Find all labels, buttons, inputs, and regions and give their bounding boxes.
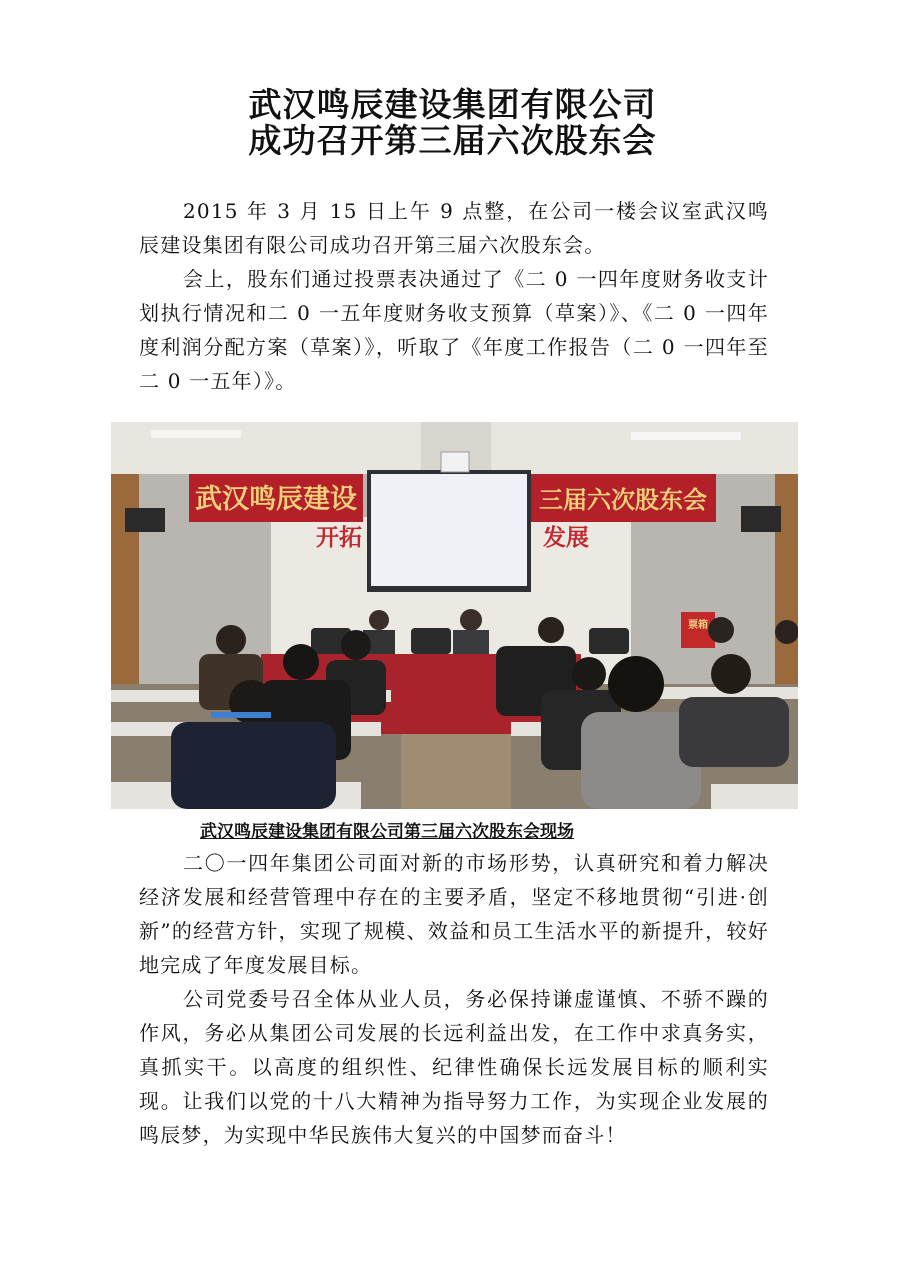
slogan-left-text: 开拓 bbox=[316, 525, 362, 551]
body-paragraph-2: 公司党委号召全体从业人员，务必保持谦虚谨慎、不骄不躁的作风，务必从集团公司发展的长远利益出发，在工作中求真务实，真抓实干。以高度的组织性、纪律性确保长远发展目标的顺利实现。让我们以党的十八大精神为指导努力工作，为实现企业发展的鸣辰梦，为实现中华民族伟大复兴的中国梦而奋斗！ bbox=[139, 987, 769, 1147]
photo-caption: 武汉鸣辰建设集团有限公司第三届六次股东会现场 bbox=[200, 822, 574, 842]
intro-paragraph-2: 会上，股东们通过投票表决通过了《二 0 一四年度财务收支计划执行情况和二 0 一五年度财务收支预算（草案）》、《二 0 一四年度利润分配方案（草案）》，听取了《年度工作报告（二 0 一四年至二 0 一五年）》。 bbox=[139, 267, 769, 393]
body-paragraph-1: 二〇一四年集团公司面对新的市场形势，认真研究和着力解决经济发展和经营管理中存在的主要矛盾，坚定不移地贯彻“引进·创新”的经营方针，实现了规模、效益和员工生活水平的新提升，较好地完成了年度发展目标。 bbox=[139, 851, 769, 977]
meeting-photo bbox=[111, 422, 798, 809]
ballot-box-label: 票箱 bbox=[688, 620, 708, 631]
intro-paragraph-1: 2015 年 3 月 15 日上午 9 点整，在公司一楼会议室武汉鸣辰建设集团有限公司成功召开第三届六次股东会。 bbox=[139, 199, 769, 257]
banner-left-text: 武汉鸣辰建设 bbox=[195, 484, 357, 515]
document-title-line-1: 武汉鸣辰建设集团有限公司 bbox=[248, 85, 657, 124]
slogan-right-text: 发展 bbox=[543, 525, 589, 551]
document-title-line-2: 成功召开第三届六次股东会 bbox=[248, 121, 657, 160]
banner-right-text: 三届六次股东会 bbox=[539, 486, 707, 514]
meeting-scene bbox=[111, 422, 798, 809]
